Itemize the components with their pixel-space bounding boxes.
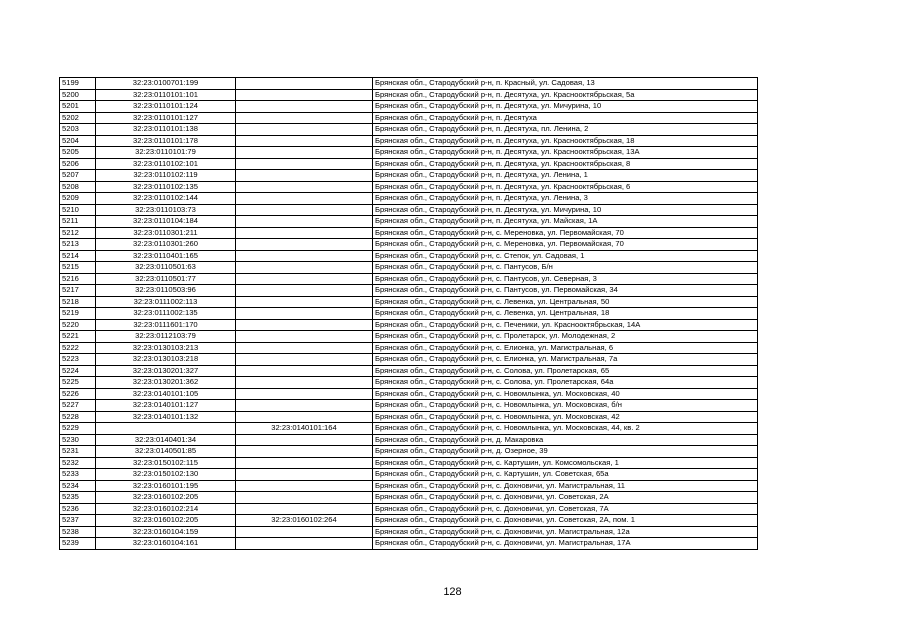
table-row	[60, 457, 758, 469]
address-cell: Брянская обл., Стародубский р-н, п. Десятуха, ул. Краснооктябрьская, 13А	[373, 147, 758, 159]
linked-cadastral-number-cell	[236, 377, 373, 389]
linked-cadastral-number-cell	[236, 400, 373, 412]
address-cell: Брянская обл., Стародубский р-н, с. Дохновичи, ул. Магистральная, 11	[373, 480, 758, 492]
row-number-cell: 5199	[60, 78, 96, 90]
cadastral-number-cell: 32:23:0130103:218	[96, 354, 236, 366]
linked-cadastral-number-cell	[236, 273, 373, 285]
table-row	[60, 308, 758, 320]
cadastral-number-cell: 32:23:0110501:77	[96, 273, 236, 285]
row-number-cell: 5218	[60, 296, 96, 308]
table-row	[60, 469, 758, 481]
cadastral-number-cell: 32:23:0130201:362	[96, 377, 236, 389]
linked-cadastral-number-cell	[236, 296, 373, 308]
row-number-cell: 5235	[60, 492, 96, 504]
row-number-cell: 5208	[60, 181, 96, 193]
row-number-cell: 5212	[60, 227, 96, 239]
cadastral-number-cell: 32:23:0110501:63	[96, 262, 236, 274]
address-cell: Брянская обл., Стародубский р-н, с. Пролетарск, ул. Молодежная, 2	[373, 331, 758, 343]
table-row	[60, 285, 758, 297]
linked-cadastral-number-cell	[236, 216, 373, 228]
row-number-cell: 5228	[60, 411, 96, 423]
table-row	[60, 296, 758, 308]
address-cell: Брянская обл., Стародубский р-н, с. Дохновичи, ул. Магистральная, 17А	[373, 538, 758, 550]
linked-cadastral-number-cell	[236, 112, 373, 124]
cadastral-number-cell: 32:23:0110102:119	[96, 170, 236, 182]
row-number-cell: 5224	[60, 365, 96, 377]
address-cell: Брянская обл., Стародубский р-н, п. Десятуха, ул. Мичурина, 10	[373, 204, 758, 216]
linked-cadastral-number-cell	[236, 227, 373, 239]
cadastral-number-cell: 32:23:0110301:260	[96, 239, 236, 251]
table-row	[60, 204, 758, 216]
table-row	[60, 216, 758, 228]
table-row	[60, 446, 758, 458]
address-cell: Брянская обл., Стародубский р-н, с. Мереновка, ул. Первомайская, 70	[373, 227, 758, 239]
registry-table-body	[60, 78, 758, 550]
table-row	[60, 331, 758, 343]
table-row	[60, 423, 758, 435]
row-number-cell: 5210	[60, 204, 96, 216]
address-cell: Брянская обл., Стародубский р-н, д. Озерное, 39	[373, 446, 758, 458]
address-cell: Брянская обл., Стародубский р-н, п. Десятуха, ул. Краснооктябрьская, 5а	[373, 89, 758, 101]
table-row	[60, 250, 758, 262]
table-row	[60, 480, 758, 492]
linked-cadastral-number-cell	[236, 503, 373, 515]
linked-cadastral-number-cell	[236, 388, 373, 400]
cadastral-number-cell: 32:23:0140101:105	[96, 388, 236, 400]
table-row	[60, 262, 758, 274]
address-cell: Брянская обл., Стародубский р-н, с. Левенка, ул. Центральная, 50	[373, 296, 758, 308]
row-number-cell: 5237	[60, 515, 96, 527]
row-number-cell: 5219	[60, 308, 96, 320]
address-cell: Брянская обл., Стародубский р-н, с. Елионка, ул. Магистральная, 7а	[373, 354, 758, 366]
address-cell: Брянская обл., Стародубский р-н, с. Картушин, ул. Комсомольская, 1	[373, 457, 758, 469]
row-number-cell: 5205	[60, 147, 96, 159]
address-cell: Брянская обл., Стародубский р-н, с. Новомлынка, ул. Московская, б/н	[373, 400, 758, 412]
row-number-cell: 5203	[60, 124, 96, 136]
table-row	[60, 365, 758, 377]
row-number-cell: 5211	[60, 216, 96, 228]
table-row	[60, 388, 758, 400]
address-cell: Брянская обл., Стародубский р-н, п. Десятуха, ул. Мичурина, 10	[373, 101, 758, 113]
address-cell: Брянская обл., Стародубский р-н, п. Красный, ул. Садовая, 13	[373, 78, 758, 90]
linked-cadastral-number-cell	[236, 446, 373, 458]
cadastral-number-cell: 32:23:0110102:135	[96, 181, 236, 193]
row-number-cell: 5220	[60, 319, 96, 331]
linked-cadastral-number-cell	[236, 239, 373, 251]
row-number-cell: 5214	[60, 250, 96, 262]
row-number-cell: 5236	[60, 503, 96, 515]
table-row	[60, 400, 758, 412]
linked-cadastral-number-cell	[236, 469, 373, 481]
cadastral-number-cell: 32:23:0110102:101	[96, 158, 236, 170]
table-row	[60, 354, 758, 366]
address-cell: Брянская обл., Стародубский р-н, с. Картушин, ул. Советская, 65а	[373, 469, 758, 481]
linked-cadastral-number-cell	[236, 354, 373, 366]
cadastral-number-cell: 32:23:0110401:165	[96, 250, 236, 262]
address-cell: Брянская обл., Стародубский р-н, с. Пантусов, ул. Северная, 3	[373, 273, 758, 285]
address-cell: Брянская обл., Стародубский р-н, с. Новомлынка, ул. Московская, 40	[373, 388, 758, 400]
address-cell: Брянская обл., Стародубский р-н, с. Дохновичи, ул. Магистральная, 12а	[373, 526, 758, 538]
linked-cadastral-number-cell	[236, 331, 373, 343]
cadastral-number-cell	[96, 423, 236, 435]
cadastral-number-cell: 32:23:0160102:205	[96, 492, 236, 504]
cadastral-number-cell: 32:23:0110301:211	[96, 227, 236, 239]
table-row	[60, 273, 758, 285]
table-row	[60, 492, 758, 504]
row-number-cell: 5213	[60, 239, 96, 251]
address-cell: Брянская обл., Стародубский р-н, д. Макаровка	[373, 434, 758, 446]
linked-cadastral-number-cell	[236, 319, 373, 331]
cadastral-number-cell: 32:23:0150102:130	[96, 469, 236, 481]
cadastral-number-cell: 32:23:0110503:96	[96, 285, 236, 297]
linked-cadastral-number-cell	[236, 158, 373, 170]
address-cell: Брянская обл., Стародубский р-н, с. Новомлынка, ул. Московская, 42	[373, 411, 758, 423]
cadastral-number-cell: 32:23:0150102:115	[96, 457, 236, 469]
address-cell: Брянская обл., Стародубский р-н, с. Печеники, ул. Краснооктябрьская, 14А	[373, 319, 758, 331]
cadastral-number-cell: 32:23:0130201:327	[96, 365, 236, 377]
linked-cadastral-number-cell	[236, 342, 373, 354]
row-number-cell: 5229	[60, 423, 96, 435]
table-row	[60, 135, 758, 147]
row-number-cell: 5226	[60, 388, 96, 400]
linked-cadastral-number-cell	[236, 538, 373, 550]
linked-cadastral-number-cell	[236, 89, 373, 101]
row-number-cell: 5206	[60, 158, 96, 170]
cadastral-number-cell: 32:23:0112103:79	[96, 331, 236, 343]
cadastral-number-cell: 32:23:0110101:178	[96, 135, 236, 147]
address-cell: Брянская обл., Стародубский р-н, с. Солова, ул. Пролетарская, 65	[373, 365, 758, 377]
table-row	[60, 78, 758, 90]
cadastral-number-cell: 32:23:0111002:135	[96, 308, 236, 320]
table-row	[60, 319, 758, 331]
row-number-cell: 5221	[60, 331, 96, 343]
table-row	[60, 434, 758, 446]
address-cell: Брянская обл., Стародубский р-н, п. Десятуха, ул. Ленина, 1	[373, 170, 758, 182]
cadastral-number-cell: 32:23:0160102:205	[96, 515, 236, 527]
cadastral-number-cell: 32:23:0110104:184	[96, 216, 236, 228]
linked-cadastral-number-cell	[236, 101, 373, 113]
row-number-cell: 5202	[60, 112, 96, 124]
linked-cadastral-number-cell	[236, 526, 373, 538]
address-cell: Брянская обл., Стародубский р-н, п. Десятуха, ул. Ленина, 3	[373, 193, 758, 205]
table-row	[60, 526, 758, 538]
cadastral-number-cell: 32:23:0160104:161	[96, 538, 236, 550]
row-number-cell: 5222	[60, 342, 96, 354]
linked-cadastral-number-cell	[236, 181, 373, 193]
table-row	[60, 147, 758, 159]
table-row	[60, 227, 758, 239]
address-cell: Брянская обл., Стародубский р-н, п. Десятуха, пл. Ленина, 2	[373, 124, 758, 136]
linked-cadastral-number-cell	[236, 124, 373, 136]
cadastral-number-cell: 32:23:0160104:159	[96, 526, 236, 538]
address-cell: Брянская обл., Стародубский р-н, с. Мереновка, ул. Первомайская, 70	[373, 239, 758, 251]
cadastral-number-cell: 32:23:0110101:124	[96, 101, 236, 113]
linked-cadastral-number-cell	[236, 480, 373, 492]
row-number-cell: 5234	[60, 480, 96, 492]
linked-cadastral-number-cell	[236, 285, 373, 297]
linked-cadastral-number-cell: 32:23:0160102:264	[236, 515, 373, 527]
address-cell: Брянская обл., Стародубский р-н, с. Дохновичи, ул. Советская, 2А	[373, 492, 758, 504]
cadastral-number-cell: 32:23:0111601:170	[96, 319, 236, 331]
table-row	[60, 170, 758, 182]
row-number-cell: 5232	[60, 457, 96, 469]
linked-cadastral-number-cell	[236, 308, 373, 320]
linked-cadastral-number-cell	[236, 250, 373, 262]
table-row	[60, 124, 758, 136]
cadastral-number-cell: 32:23:0110101:101	[96, 89, 236, 101]
table-row	[60, 193, 758, 205]
table-row	[60, 377, 758, 389]
cadastral-number-cell: 32:23:0100701:199	[96, 78, 236, 90]
page-number: 128	[443, 586, 462, 598]
table-row	[60, 538, 758, 550]
row-number-cell: 5233	[60, 469, 96, 481]
address-cell: Брянская обл., Стародубский р-н, с. Пантусов, Б/н	[373, 262, 758, 274]
cadastral-number-cell: 32:23:0110103:73	[96, 204, 236, 216]
row-number-cell: 5223	[60, 354, 96, 366]
row-number-cell: 5230	[60, 434, 96, 446]
cadastral-number-cell: 32:23:0110101:138	[96, 124, 236, 136]
address-cell: Брянская обл., Стародубский р-н, п. Десятуха, ул. Майская, 1А	[373, 216, 758, 228]
table-row	[60, 158, 758, 170]
cadastral-number-cell: 32:23:0110101:127	[96, 112, 236, 124]
table-row	[60, 411, 758, 423]
linked-cadastral-number-cell	[236, 492, 373, 504]
address-cell: Брянская обл., Стародубский р-н, с. Степок, ул. Садовая, 1	[373, 250, 758, 262]
cadastral-number-cell: 32:23:0140501:85	[96, 446, 236, 458]
row-number-cell: 5239	[60, 538, 96, 550]
cadastral-number-cell: 32:23:0140101:132	[96, 411, 236, 423]
address-cell: Брянская обл., Стародубский р-н, п. Десятуха, ул. Краснооктябрьская, 8	[373, 158, 758, 170]
table-row	[60, 515, 758, 527]
linked-cadastral-number-cell	[236, 204, 373, 216]
row-number-cell: 5215	[60, 262, 96, 274]
address-cell: Брянская обл., Стародубский р-н, с. Дохновичи, ул. Советская, 7А	[373, 503, 758, 515]
cadastral-number-cell: 32:23:0130103:213	[96, 342, 236, 354]
address-cell: Брянская обл., Стародубский р-н, с. Пантусов, ул. Первомайская, 34	[373, 285, 758, 297]
row-number-cell: 5204	[60, 135, 96, 147]
address-cell: Брянская обл., Стародубский р-н, п. Десятуха	[373, 112, 758, 124]
linked-cadastral-number-cell	[236, 193, 373, 205]
cadastral-number-cell: 32:23:0160102:214	[96, 503, 236, 515]
row-number-cell: 5209	[60, 193, 96, 205]
table-row	[60, 503, 758, 515]
cadastral-number-cell: 32:23:0140401:34	[96, 434, 236, 446]
cadastral-number-cell: 32:23:0160101:195	[96, 480, 236, 492]
linked-cadastral-number-cell	[236, 365, 373, 377]
linked-cadastral-number-cell	[236, 170, 373, 182]
linked-cadastral-number-cell: 32:23:0140101:164	[236, 423, 373, 435]
table-row	[60, 181, 758, 193]
table-row	[60, 89, 758, 101]
cadastral-number-cell: 32:23:0140101:127	[96, 400, 236, 412]
address-cell: Брянская обл., Стародубский р-н, с. Елионка, ул. Магистральная, 6	[373, 342, 758, 354]
row-number-cell: 5231	[60, 446, 96, 458]
row-number-cell: 5225	[60, 377, 96, 389]
row-number-cell: 5217	[60, 285, 96, 297]
linked-cadastral-number-cell	[236, 457, 373, 469]
row-number-cell: 5207	[60, 170, 96, 182]
table-row	[60, 101, 758, 113]
linked-cadastral-number-cell	[236, 135, 373, 147]
address-cell: Брянская обл., Стародубский р-н, с. Дохновичи, ул. Советская, 2А, пом. 1	[373, 515, 758, 527]
row-number-cell: 5200	[60, 89, 96, 101]
row-number-cell: 5216	[60, 273, 96, 285]
table-row	[60, 239, 758, 251]
row-number-cell: 5201	[60, 101, 96, 113]
address-cell: Брянская обл., Стародубский р-н, п. Десятуха, ул. Краснооктябрьская, 18	[373, 135, 758, 147]
linked-cadastral-number-cell	[236, 434, 373, 446]
table-row	[60, 342, 758, 354]
address-cell: Брянская обл., Стародубский р-н, п. Десятуха, ул. Краснооктябрьская, 6	[373, 181, 758, 193]
address-cell: Брянская обл., Стародубский р-н, с. Новомлынка, ул. Московская, 44, кв. 2	[373, 423, 758, 435]
row-number-cell: 5227	[60, 400, 96, 412]
linked-cadastral-number-cell	[236, 411, 373, 423]
cadastral-number-cell: 32:23:0111002:113	[96, 296, 236, 308]
linked-cadastral-number-cell	[236, 147, 373, 159]
linked-cadastral-number-cell	[236, 262, 373, 274]
registry-table	[59, 77, 758, 550]
linked-cadastral-number-cell	[236, 78, 373, 90]
row-number-cell: 5238	[60, 526, 96, 538]
address-cell: Брянская обл., Стародубский р-н, с. Левенка, ул. Центральная, 18	[373, 308, 758, 320]
cadastral-number-cell: 32:23:0110101:79	[96, 147, 236, 159]
address-cell: Брянская обл., Стародубский р-н, с. Солова, ул. Пролетарская, 64а	[373, 377, 758, 389]
cadastral-number-cell: 32:23:0110102:144	[96, 193, 236, 205]
table-row	[60, 112, 758, 124]
